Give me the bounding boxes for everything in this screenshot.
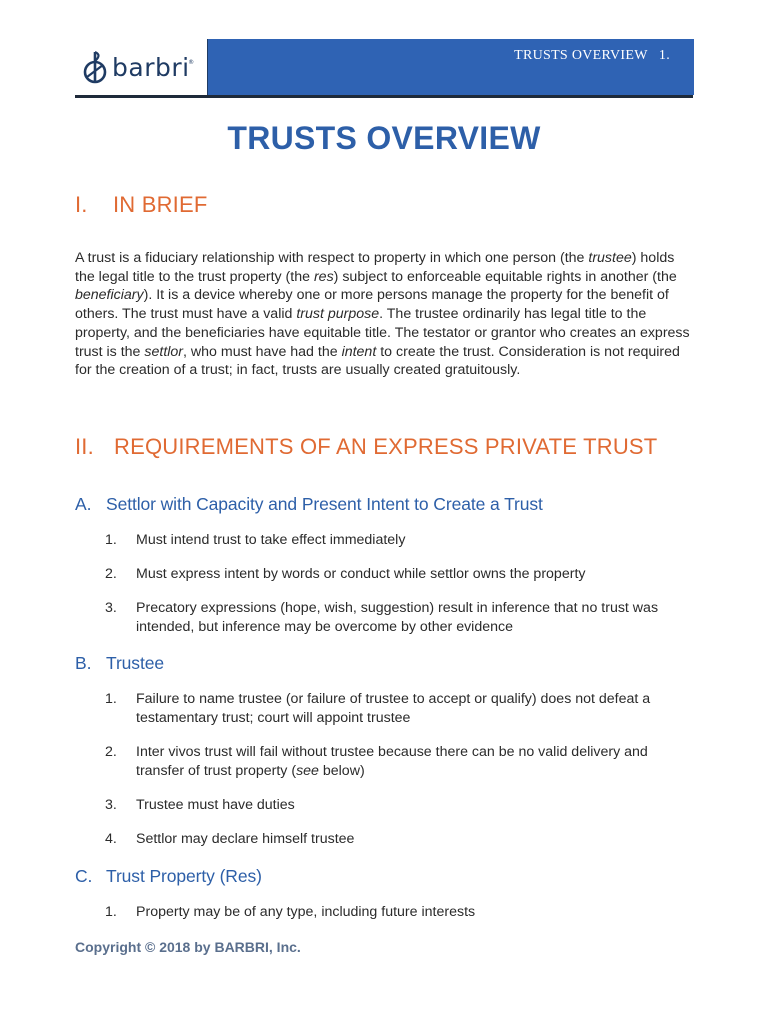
- item-number: 2.: [105, 744, 117, 760]
- item-number: 1.: [105, 532, 117, 548]
- list-item: [105, 743, 693, 781]
- section-title: REQUIREMENTS OF AN EXPRESS PRIVATE TRUST: [114, 434, 658, 459]
- barbri-logo: [75, 39, 207, 95]
- item-text: Precatory expressions (hope, wish, suggestion) result in inference that no trust was intended, but inference may be overcome by other evidence: [136, 600, 659, 635]
- section-heading-in-brief: [75, 192, 208, 218]
- item-text: Inter vivos trust will fail without trustee because there can be no valid delivery and transfer of trust property (see below): [136, 744, 648, 779]
- header-rule: [75, 95, 693, 98]
- item-text: Failure to name trustee (or failure of trustee to accept or qualify) does not defeat a testamentary trust; court will appoint trustee: [136, 691, 651, 726]
- in-brief-paragraph: A trust is a fiduciary relationship with respect to property in which one person (the trustee) holds the legal title to the trust property (the res) subject to enforceable equitable rights in another (the beneficiary). It is a device whereby one or more persons manage the property for the benefit of others. The trust must have a valid trust purpose. The trustee ordinarily has legal title to the property, and the beneficiaries have equitable title. The testator or grantor who creates an express trust is the settlor, who must have had the intent to create the trust. Consideration is not required for the creation of a trust; in fact, trusts are usually created gratuitously.: [75, 250, 690, 379]
- item-number: 2.: [105, 566, 117, 582]
- section-number: II.: [75, 434, 94, 459]
- section-title: IN BRIEF: [113, 192, 208, 217]
- subheading-trust-property: [75, 866, 262, 887]
- logo-wordmark: barbri ®: [112, 52, 195, 82]
- item-number: 3.: [105, 797, 117, 813]
- item-text: Settlor may declare himself trustee: [136, 831, 355, 847]
- list-item: [105, 830, 693, 849]
- subheading-trustee: [75, 653, 164, 674]
- list-item: [105, 599, 693, 637]
- list-item: [105, 690, 693, 728]
- item-number: 3.: [105, 600, 117, 616]
- subheading-title: Trust Property (Res): [106, 866, 262, 886]
- trademark-mark: ®: [188, 58, 195, 66]
- barbri-logo-icon: [82, 49, 108, 85]
- item-number: 1.: [105, 904, 117, 920]
- section-number: I.: [75, 192, 88, 217]
- subheading-title: Settlor with Capacity and Present Intent to Create a Trust: [106, 494, 543, 514]
- subheading-settlor: [75, 494, 543, 515]
- item-text: Must express intent by words or conduct while settlor owns the property: [136, 566, 586, 582]
- copyright-footer: Copyright © 2018 by BARBRI, Inc.: [75, 939, 301, 955]
- list-item: [105, 903, 693, 922]
- list-item: [105, 565, 693, 584]
- subheading-letter: A.: [75, 494, 92, 514]
- item-number: 1.: [105, 691, 117, 707]
- document-title: TRUSTS OVERVIEW: [227, 120, 541, 156]
- item-text: Trustee must have duties: [136, 797, 295, 813]
- list-item: [105, 531, 693, 550]
- subheading-title: Trustee: [106, 653, 164, 673]
- list-item: [105, 796, 693, 815]
- subheading-letter: C.: [75, 866, 93, 886]
- page-header: [75, 39, 693, 99]
- running-header-text: TRUSTS OVERVIEW 1.: [514, 48, 670, 63]
- subheading-letter: B.: [75, 653, 92, 673]
- header-banner: [207, 39, 694, 95]
- item-text: Property may be of any type, including future interests: [136, 904, 476, 920]
- item-text: Must intend trust to take effect immediately: [136, 532, 406, 548]
- item-number: 4.: [105, 831, 117, 847]
- section-heading-requirements: [75, 434, 657, 460]
